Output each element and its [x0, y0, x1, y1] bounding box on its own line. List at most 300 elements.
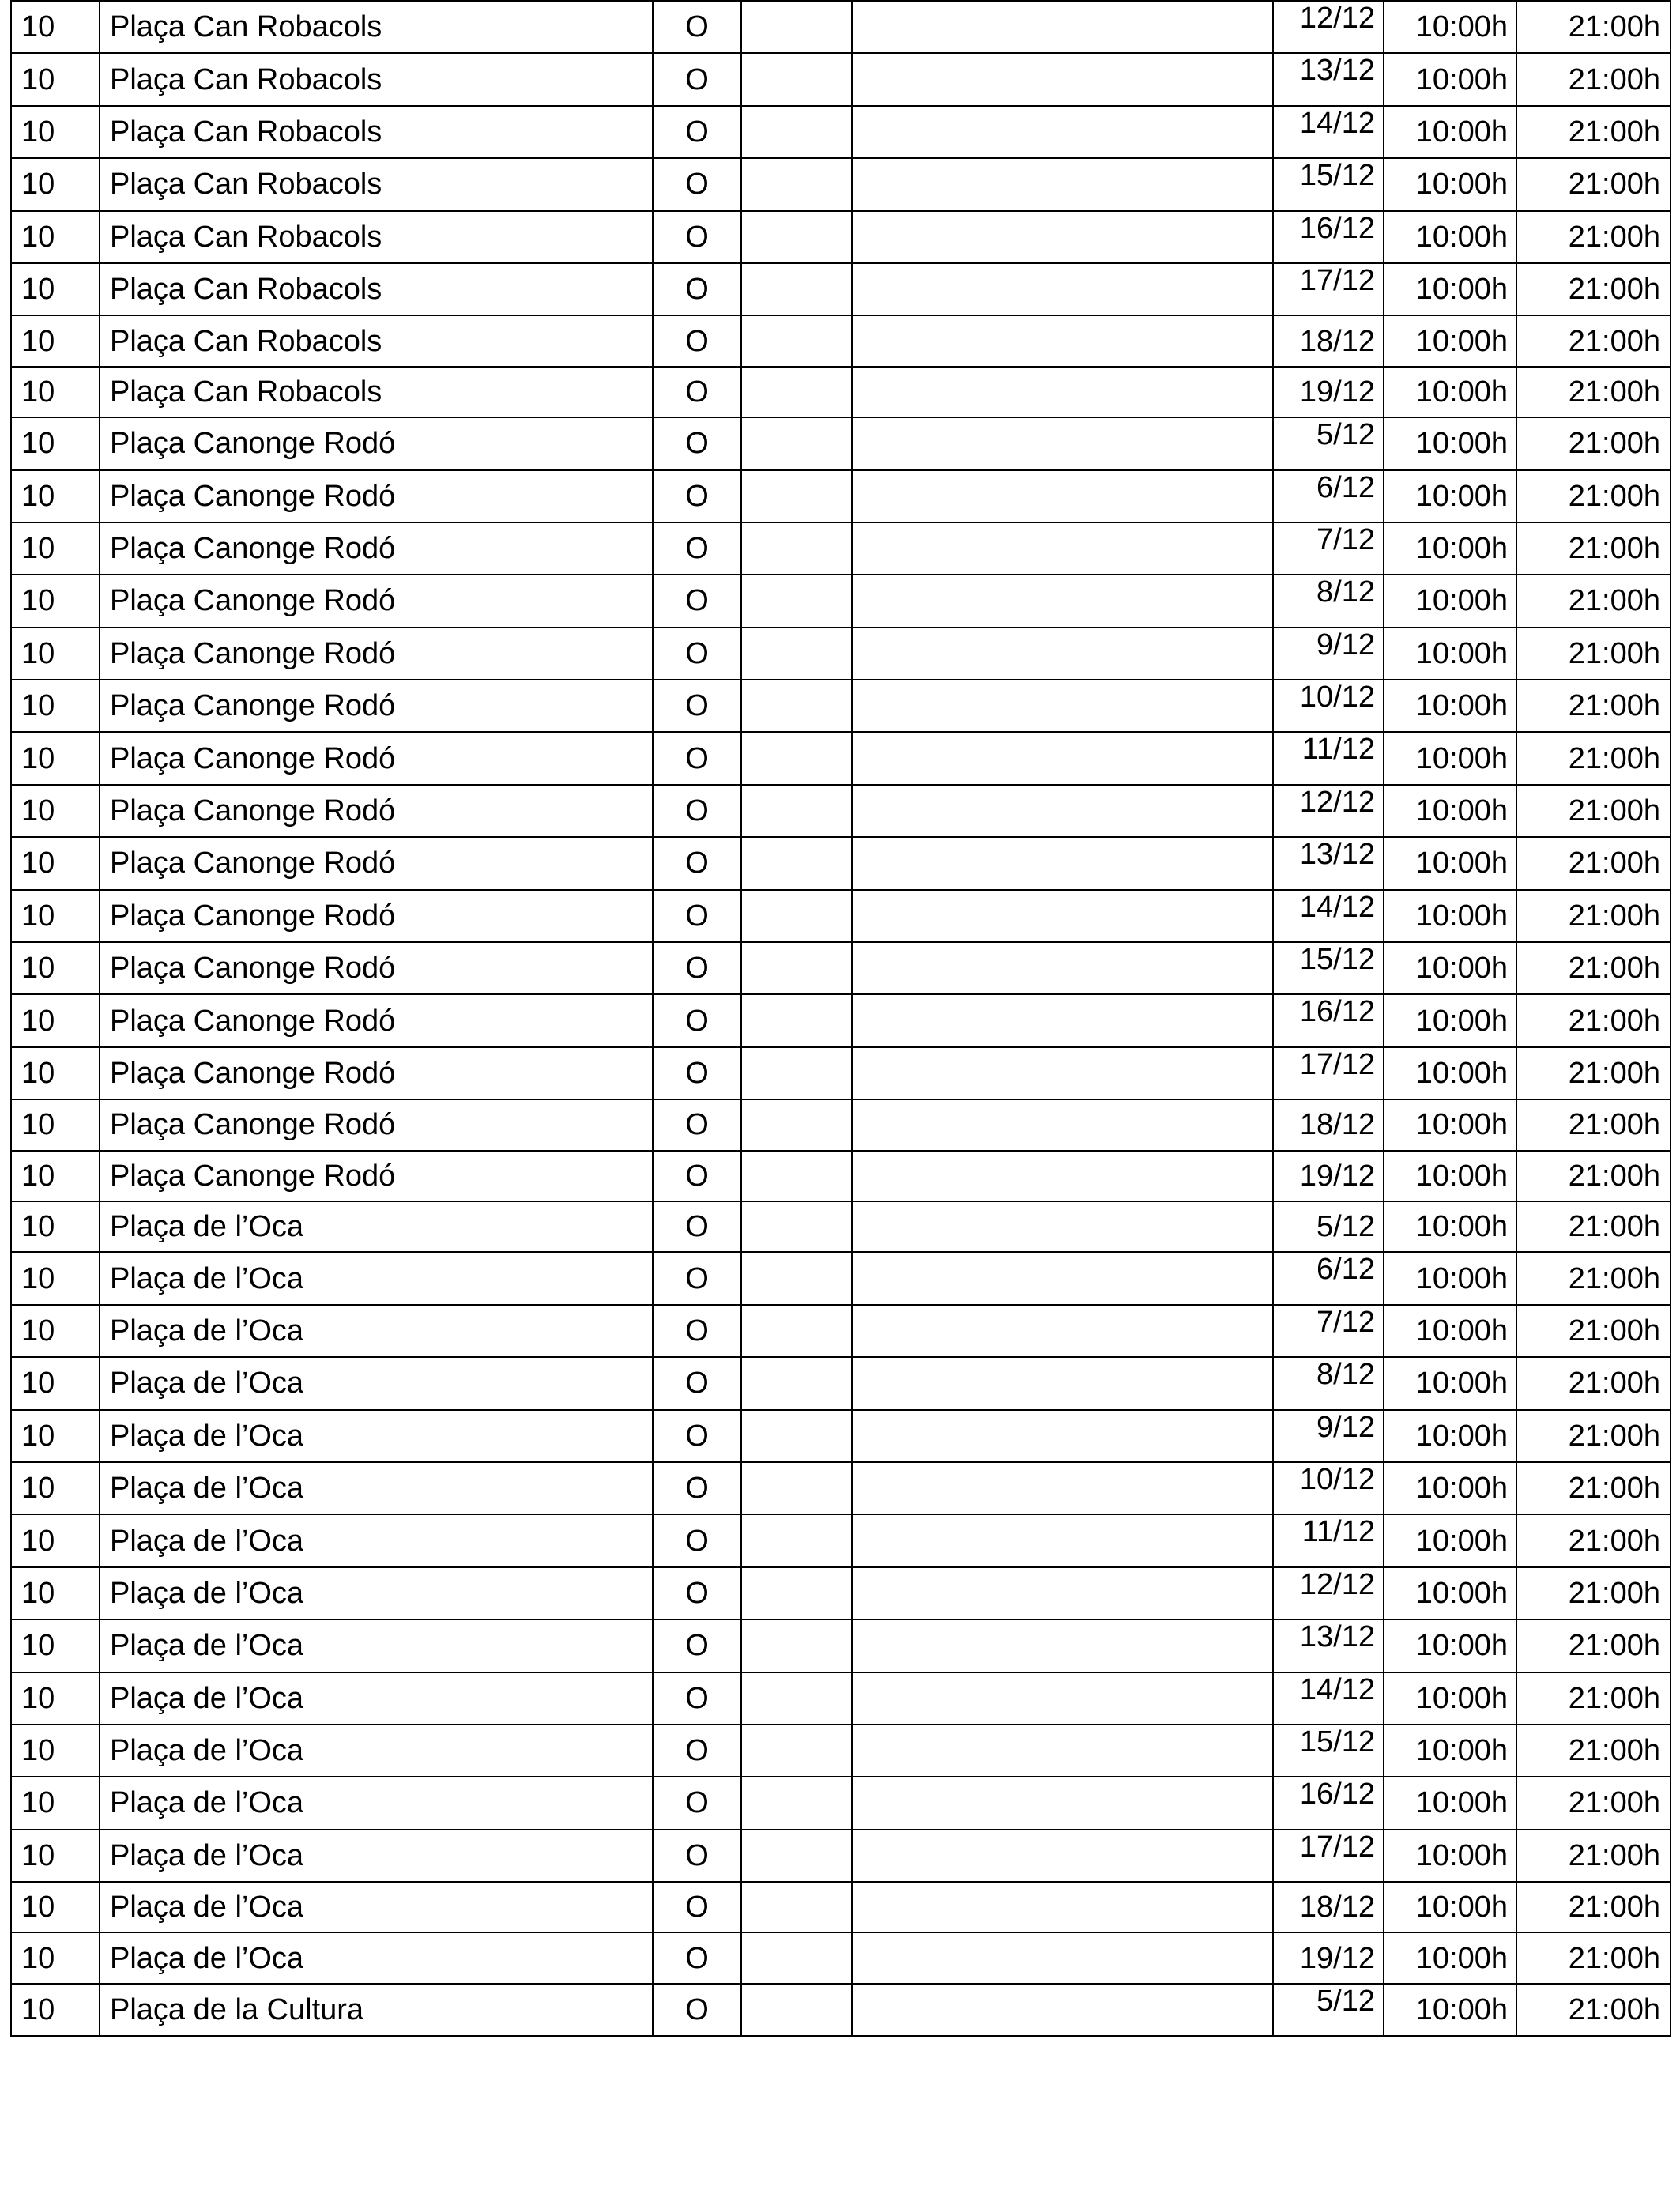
- table-row: [11, 315, 1671, 366]
- opening-time-cell: 10:00h: [1384, 106, 1516, 158]
- mark-cell: O: [653, 680, 741, 732]
- date-cell: 15/12: [1273, 1725, 1384, 1777]
- empty-cell: [852, 158, 1273, 210]
- empty-cell: [852, 1567, 1273, 1619]
- empty-cell: [741, 732, 852, 784]
- mark-cell: O: [653, 1619, 741, 1672]
- closing-time-cell: 21:00h: [1516, 732, 1671, 784]
- mark-cell: O: [653, 1047, 741, 1099]
- empty-cell: [741, 1305, 852, 1357]
- opening-time-cell: 10:00h: [1384, 837, 1516, 889]
- empty-cell: [741, 1725, 852, 1777]
- location-cell: Plaça Canonge Rodó: [100, 942, 653, 994]
- closing-time-cell: 21:00h: [1516, 1047, 1671, 1099]
- zone-number-cell: 10: [11, 1882, 100, 1932]
- zone-number-cell: 10: [11, 211, 100, 263]
- zone-number-cell: 10: [11, 994, 100, 1046]
- closing-time-cell: 21:00h: [1516, 680, 1671, 732]
- opening-time-cell: 10:00h: [1384, 1047, 1516, 1099]
- date-cell: 5/12: [1273, 1201, 1384, 1252]
- empty-cell: [852, 942, 1273, 994]
- table-row: [11, 1567, 1671, 1619]
- mark-cell: O: [653, 1882, 741, 1932]
- empty-cell: [852, 1305, 1273, 1357]
- opening-time-cell: 10:00h: [1384, 1201, 1516, 1252]
- empty-cell: [741, 1099, 852, 1150]
- closing-time-cell: 21:00h: [1516, 628, 1671, 680]
- empty-cell: [741, 106, 852, 158]
- empty-cell: [741, 890, 852, 942]
- table-row: [11, 1672, 1671, 1725]
- table-row: [11, 263, 1671, 315]
- mark-cell: O: [653, 1514, 741, 1566]
- date-cell: 14/12: [1273, 1672, 1384, 1725]
- location-cell: Plaça de l’Oca: [100, 1410, 653, 1462]
- opening-time-cell: 10:00h: [1384, 522, 1516, 575]
- table-row: [11, 417, 1671, 469]
- closing-time-cell: 21:00h: [1516, 470, 1671, 522]
- location-cell: Plaça Can Robacols: [100, 211, 653, 263]
- opening-time-cell: 10:00h: [1384, 680, 1516, 732]
- table-row: [11, 367, 1671, 417]
- empty-cell: [852, 263, 1273, 315]
- empty-cell: [741, 575, 852, 627]
- opening-time-cell: 10:00h: [1384, 315, 1516, 366]
- table-row: [11, 785, 1671, 837]
- empty-cell: [741, 1830, 852, 1882]
- location-cell: Plaça de l’Oca: [100, 1672, 653, 1725]
- table-row: [11, 158, 1671, 210]
- opening-time-cell: 10:00h: [1384, 1932, 1516, 1983]
- closing-time-cell: 21:00h: [1516, 1567, 1671, 1619]
- location-cell: Plaça Canonge Rodó: [100, 1047, 653, 1099]
- empty-cell: [741, 522, 852, 575]
- table-row: [11, 1725, 1671, 1777]
- zone-number-cell: 10: [11, 1725, 100, 1777]
- date-cell: 18/12: [1273, 315, 1384, 366]
- zone-number-cell: 10: [11, 1151, 100, 1201]
- mark-cell: O: [653, 942, 741, 994]
- mark-cell: O: [653, 732, 741, 784]
- opening-time-cell: 10:00h: [1384, 53, 1516, 105]
- empty-cell: [852, 890, 1273, 942]
- location-cell: Plaça Canonge Rodó: [100, 522, 653, 575]
- mark-cell: O: [653, 1252, 741, 1304]
- opening-time-cell: 10:00h: [1384, 1830, 1516, 1882]
- table-row: [11, 628, 1671, 680]
- location-cell: Plaça de l’Oca: [100, 1932, 653, 1983]
- empty-cell: [852, 1252, 1273, 1304]
- closing-time-cell: 21:00h: [1516, 575, 1671, 627]
- empty-cell: [741, 417, 852, 469]
- opening-time-cell: 10:00h: [1384, 1151, 1516, 1201]
- table-row: [11, 1357, 1671, 1409]
- empty-cell: [852, 1882, 1273, 1932]
- mark-cell: O: [653, 1672, 741, 1725]
- date-cell: 9/12: [1273, 1410, 1384, 1462]
- zone-number-cell: 10: [11, 680, 100, 732]
- date-cell: 11/12: [1273, 732, 1384, 784]
- date-cell: 16/12: [1273, 994, 1384, 1046]
- location-cell: Plaça de l’Oca: [100, 1252, 653, 1304]
- opening-time-cell: 10:00h: [1384, 1410, 1516, 1462]
- mark-cell: O: [653, 575, 741, 627]
- location-cell: Plaça de l’Oca: [100, 1882, 653, 1932]
- table-row: [11, 837, 1671, 889]
- zone-number-cell: 10: [11, 1357, 100, 1409]
- zone-number-cell: 10: [11, 1305, 100, 1357]
- date-cell: 14/12: [1273, 890, 1384, 942]
- date-cell: 13/12: [1273, 837, 1384, 889]
- empty-cell: [741, 1932, 852, 1983]
- closing-time-cell: 21:00h: [1516, 1725, 1671, 1777]
- mark-cell: O: [653, 1462, 741, 1514]
- table-row: [11, 1984, 1671, 2036]
- table-row: [11, 1619, 1671, 1672]
- empty-cell: [741, 785, 852, 837]
- mark-cell: O: [653, 890, 741, 942]
- date-cell: 16/12: [1273, 211, 1384, 263]
- opening-time-cell: 10:00h: [1384, 1252, 1516, 1304]
- location-cell: Plaça Can Robacols: [100, 367, 653, 417]
- empty-cell: [741, 1672, 852, 1725]
- empty-cell: [741, 1047, 852, 1099]
- empty-cell: [741, 53, 852, 105]
- empty-cell: [741, 470, 852, 522]
- empty-cell: [741, 680, 852, 732]
- empty-cell: [852, 1462, 1273, 1514]
- table-row: [11, 1305, 1671, 1357]
- mark-cell: O: [653, 994, 741, 1046]
- date-cell: 11/12: [1273, 1514, 1384, 1566]
- empty-cell: [852, 367, 1273, 417]
- closing-time-cell: 21:00h: [1516, 785, 1671, 837]
- date-cell: 9/12: [1273, 628, 1384, 680]
- zone-number-cell: 10: [11, 1777, 100, 1829]
- date-cell: 7/12: [1273, 522, 1384, 575]
- date-cell: 14/12: [1273, 106, 1384, 158]
- opening-time-cell: 10:00h: [1384, 470, 1516, 522]
- location-cell: Plaça Canonge Rodó: [100, 1151, 653, 1201]
- table-row: [11, 575, 1671, 627]
- mark-cell: O: [653, 628, 741, 680]
- empty-cell: [741, 994, 852, 1046]
- empty-cell: [741, 942, 852, 994]
- date-cell: 16/12: [1273, 1777, 1384, 1829]
- opening-time-cell: 10:00h: [1384, 211, 1516, 263]
- closing-time-cell: 21:00h: [1516, 994, 1671, 1046]
- zone-number-cell: 10: [11, 890, 100, 942]
- location-cell: Plaça Can Robacols: [100, 53, 653, 105]
- empty-cell: [741, 1252, 852, 1304]
- empty-cell: [741, 1151, 852, 1201]
- table-row: [11, 732, 1671, 784]
- closing-time-cell: 21:00h: [1516, 1984, 1671, 2036]
- date-cell: 17/12: [1273, 263, 1384, 315]
- date-cell: 18/12: [1273, 1099, 1384, 1150]
- empty-cell: [852, 732, 1273, 784]
- zone-number-cell: 10: [11, 1410, 100, 1462]
- empty-cell: [852, 315, 1273, 366]
- table-row: [11, 470, 1671, 522]
- zone-number-cell: 10: [11, 1984, 100, 2036]
- empty-cell: [852, 1619, 1273, 1672]
- closing-time-cell: 21:00h: [1516, 1151, 1671, 1201]
- opening-time-cell: 10:00h: [1384, 1777, 1516, 1829]
- date-cell: 8/12: [1273, 1357, 1384, 1409]
- closing-time-cell: 21:00h: [1516, 1882, 1671, 1932]
- location-cell: Plaça Canonge Rodó: [100, 994, 653, 1046]
- table-row: [11, 1201, 1671, 1252]
- closing-time-cell: 21:00h: [1516, 417, 1671, 469]
- closing-time-cell: 21:00h: [1516, 522, 1671, 575]
- location-cell: Plaça Can Robacols: [100, 315, 653, 366]
- opening-time-cell: 10:00h: [1384, 994, 1516, 1046]
- location-cell: Plaça Canonge Rodó: [100, 417, 653, 469]
- zone-number-cell: 10: [11, 575, 100, 627]
- opening-time-cell: 10:00h: [1384, 942, 1516, 994]
- date-cell: 13/12: [1273, 53, 1384, 105]
- closing-time-cell: 21:00h: [1516, 1201, 1671, 1252]
- closing-time-cell: 21:00h: [1516, 106, 1671, 158]
- location-cell: Plaça Canonge Rodó: [100, 890, 653, 942]
- location-cell: Plaça Canonge Rodó: [100, 575, 653, 627]
- zone-number-cell: 10: [11, 1047, 100, 1099]
- opening-time-cell: 10:00h: [1384, 628, 1516, 680]
- location-cell: Plaça Can Robacols: [100, 158, 653, 210]
- zone-number-cell: 10: [11, 315, 100, 366]
- zone-number-cell: 10: [11, 470, 100, 522]
- date-cell: 15/12: [1273, 942, 1384, 994]
- empty-cell: [741, 1984, 852, 2036]
- date-cell: 19/12: [1273, 1151, 1384, 1201]
- empty-cell: [741, 1619, 852, 1672]
- zone-number-cell: 10: [11, 1514, 100, 1566]
- opening-time-cell: 10:00h: [1384, 1619, 1516, 1672]
- table-row: [11, 1252, 1671, 1304]
- empty-cell: [741, 1201, 852, 1252]
- opening-time-cell: 10:00h: [1384, 1567, 1516, 1619]
- date-cell: 17/12: [1273, 1047, 1384, 1099]
- zone-number-cell: 10: [11, 1567, 100, 1619]
- table-row: [11, 1932, 1671, 1983]
- empty-cell: [852, 417, 1273, 469]
- empty-cell: [852, 994, 1273, 1046]
- table-row: [11, 522, 1671, 575]
- zone-number-cell: 10: [11, 1, 100, 53]
- empty-cell: [852, 1, 1273, 53]
- empty-cell: [852, 1932, 1273, 1983]
- location-cell: Plaça de l’Oca: [100, 1357, 653, 1409]
- schedule-table: [10, 0, 1671, 2037]
- empty-cell: [741, 367, 852, 417]
- mark-cell: O: [653, 1357, 741, 1409]
- closing-time-cell: 21:00h: [1516, 1462, 1671, 1514]
- closing-time-cell: 21:00h: [1516, 315, 1671, 366]
- mark-cell: O: [653, 785, 741, 837]
- closing-time-cell: 21:00h: [1516, 1619, 1671, 1672]
- opening-time-cell: 10:00h: [1384, 417, 1516, 469]
- empty-cell: [741, 1462, 852, 1514]
- empty-cell: [741, 211, 852, 263]
- location-cell: Plaça Can Robacols: [100, 263, 653, 315]
- table-row: [11, 1882, 1671, 1932]
- mark-cell: O: [653, 1777, 741, 1829]
- mark-cell: O: [653, 315, 741, 366]
- date-cell: 12/12: [1273, 1567, 1384, 1619]
- location-cell: Plaça Can Robacols: [100, 1, 653, 53]
- closing-time-cell: 21:00h: [1516, 1410, 1671, 1462]
- empty-cell: [852, 1830, 1273, 1882]
- date-cell: 15/12: [1273, 158, 1384, 210]
- zone-number-cell: 10: [11, 1619, 100, 1672]
- empty-cell: [852, 1984, 1273, 2036]
- zone-number-cell: 10: [11, 732, 100, 784]
- empty-cell: [852, 53, 1273, 105]
- date-cell: 6/12: [1273, 470, 1384, 522]
- empty-cell: [741, 1357, 852, 1409]
- opening-time-cell: 10:00h: [1384, 732, 1516, 784]
- opening-time-cell: 10:00h: [1384, 1462, 1516, 1514]
- closing-time-cell: 21:00h: [1516, 1, 1671, 53]
- empty-cell: [852, 1410, 1273, 1462]
- opening-time-cell: 10:00h: [1384, 1305, 1516, 1357]
- date-cell: 19/12: [1273, 1932, 1384, 1983]
- opening-time-cell: 10:00h: [1384, 158, 1516, 210]
- opening-time-cell: 10:00h: [1384, 1357, 1516, 1409]
- table-row: [11, 1777, 1671, 1829]
- location-cell: Plaça de l’Oca: [100, 1619, 653, 1672]
- closing-time-cell: 21:00h: [1516, 1777, 1671, 1829]
- opening-time-cell: 10:00h: [1384, 785, 1516, 837]
- mark-cell: O: [653, 1099, 741, 1150]
- empty-cell: [741, 628, 852, 680]
- empty-cell: [852, 628, 1273, 680]
- opening-time-cell: 10:00h: [1384, 1725, 1516, 1777]
- table-row: [11, 1099, 1671, 1150]
- mark-cell: O: [653, 1567, 741, 1619]
- closing-time-cell: 21:00h: [1516, 837, 1671, 889]
- empty-cell: [741, 837, 852, 889]
- location-cell: Plaça Canonge Rodó: [100, 837, 653, 889]
- date-cell: 10/12: [1273, 680, 1384, 732]
- closing-time-cell: 21:00h: [1516, 211, 1671, 263]
- table-row: [11, 1047, 1671, 1099]
- empty-cell: [852, 837, 1273, 889]
- empty-cell: [741, 1567, 852, 1619]
- empty-cell: [852, 1357, 1273, 1409]
- zone-number-cell: 10: [11, 628, 100, 680]
- mark-cell: O: [653, 211, 741, 263]
- mark-cell: O: [653, 1984, 741, 2036]
- location-cell: Plaça de l’Oca: [100, 1305, 653, 1357]
- location-cell: Plaça Can Robacols: [100, 106, 653, 158]
- date-cell: 19/12: [1273, 367, 1384, 417]
- table-row: [11, 942, 1671, 994]
- closing-time-cell: 21:00h: [1516, 53, 1671, 105]
- table-row: [11, 53, 1671, 105]
- zone-number-cell: 10: [11, 417, 100, 469]
- closing-time-cell: 21:00h: [1516, 1305, 1671, 1357]
- empty-cell: [852, 106, 1273, 158]
- mark-cell: O: [653, 1725, 741, 1777]
- date-cell: 12/12: [1273, 1, 1384, 53]
- zone-number-cell: 10: [11, 158, 100, 210]
- mark-cell: O: [653, 417, 741, 469]
- mark-cell: O: [653, 1151, 741, 1201]
- zone-number-cell: 10: [11, 367, 100, 417]
- empty-cell: [852, 575, 1273, 627]
- date-cell: 12/12: [1273, 785, 1384, 837]
- empty-cell: [852, 680, 1273, 732]
- mark-cell: O: [653, 106, 741, 158]
- mark-cell: O: [653, 522, 741, 575]
- closing-time-cell: 21:00h: [1516, 1357, 1671, 1409]
- location-cell: Plaça Canonge Rodó: [100, 1099, 653, 1150]
- zone-number-cell: 10: [11, 942, 100, 994]
- mark-cell: O: [653, 1830, 741, 1882]
- empty-cell: [852, 1047, 1273, 1099]
- zone-number-cell: 10: [11, 263, 100, 315]
- table-row: [11, 1462, 1671, 1514]
- empty-cell: [741, 263, 852, 315]
- empty-cell: [741, 315, 852, 366]
- date-cell: 8/12: [1273, 575, 1384, 627]
- zone-number-cell: 10: [11, 1462, 100, 1514]
- closing-time-cell: 21:00h: [1516, 263, 1671, 315]
- empty-cell: [852, 522, 1273, 575]
- closing-time-cell: 21:00h: [1516, 890, 1671, 942]
- table-row: [11, 106, 1671, 158]
- table-row: [11, 994, 1671, 1046]
- opening-time-cell: 10:00h: [1384, 575, 1516, 627]
- table-row: [11, 1410, 1671, 1462]
- location-cell: Plaça de l’Oca: [100, 1777, 653, 1829]
- table-row: [11, 1, 1671, 53]
- mark-cell: O: [653, 1410, 741, 1462]
- zone-number-cell: 10: [11, 53, 100, 105]
- mark-cell: O: [653, 263, 741, 315]
- table-row: [11, 1514, 1671, 1566]
- zone-number-cell: 10: [11, 1252, 100, 1304]
- closing-time-cell: 21:00h: [1516, 1252, 1671, 1304]
- table-row: [11, 1151, 1671, 1201]
- empty-cell: [741, 1, 852, 53]
- opening-time-cell: 10:00h: [1384, 1672, 1516, 1725]
- opening-time-cell: 10:00h: [1384, 367, 1516, 417]
- opening-time-cell: 10:00h: [1384, 1984, 1516, 2036]
- empty-cell: [741, 1514, 852, 1566]
- opening-time-cell: 10:00h: [1384, 890, 1516, 942]
- date-cell: 17/12: [1273, 1830, 1384, 1882]
- closing-time-cell: 21:00h: [1516, 1099, 1671, 1150]
- mark-cell: O: [653, 1, 741, 53]
- opening-time-cell: 10:00h: [1384, 263, 1516, 315]
- empty-cell: [852, 1672, 1273, 1725]
- opening-time-cell: 10:00h: [1384, 1514, 1516, 1566]
- zone-number-cell: 10: [11, 1672, 100, 1725]
- location-cell: Plaça de l’Oca: [100, 1201, 653, 1252]
- empty-cell: [852, 1725, 1273, 1777]
- mark-cell: O: [653, 158, 741, 210]
- mark-cell: O: [653, 53, 741, 105]
- table-row: [11, 890, 1671, 942]
- mark-cell: O: [653, 1932, 741, 1983]
- table-row: [11, 211, 1671, 263]
- empty-cell: [852, 1151, 1273, 1201]
- opening-time-cell: 10:00h: [1384, 1882, 1516, 1932]
- location-cell: Plaça de l’Oca: [100, 1567, 653, 1619]
